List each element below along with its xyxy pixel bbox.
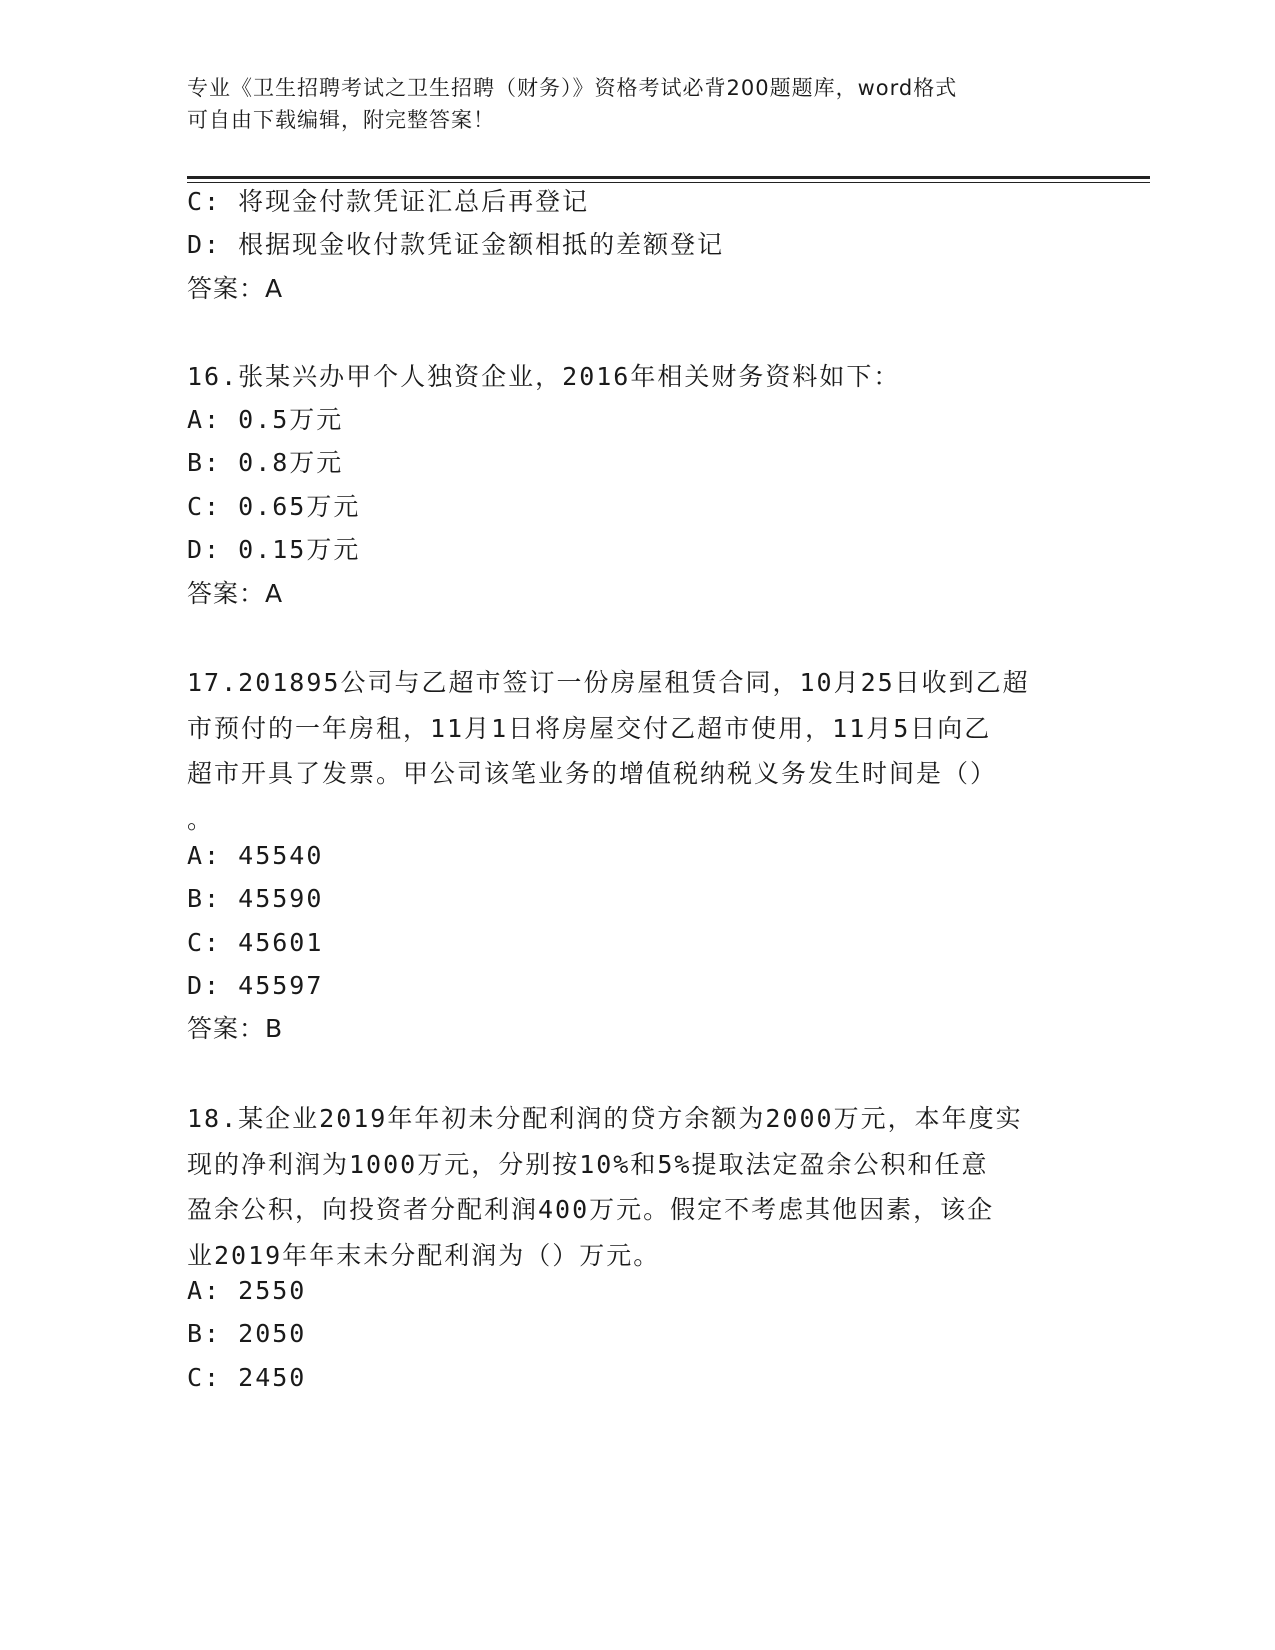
q17-stem-line-4: 。 [187,804,215,834]
q17-stem-line-3: 超市开具了发票。甲公司该笔业务的增值税纳税义务发生时间是（） [187,759,998,788]
q18-option-c: C: 2450 [187,1363,307,1392]
header-rule-thick [187,176,1150,179]
q18-stem-line-3: 盈余公积，向投资者分配利润400万元。假定不考虑其他因素，该企 [187,1195,995,1224]
q16-stem: 16.张某兴办甲个人独资企业，2016年相关财务资料如下： [187,362,901,391]
q16-option-a: A: 0.5万元 [187,405,344,434]
q15-option-c: C: 将现金付款凭证汇总后再登记 [187,187,590,216]
q17-answer: 答案：B [187,1014,284,1043]
document-header [187,72,1087,136]
q18-stem-line-1: 18.某企业2019年年初未分配利润的贷方余额为2000万元，本年度实 [187,1104,1023,1133]
header-line-1: 专业《卫生招聘考试之卫生招聘（财务）》资格考试必背200题题库，word格式 [187,76,958,100]
q18-option-b: B: 2050 [187,1319,307,1348]
q17-option-a: A: 45540 [187,841,324,870]
header-line-2: 可自由下载编辑，附完整答案！ [187,108,495,132]
q17-option-b: B: 45590 [187,884,324,913]
q15-answer: 答案：A [187,274,284,303]
q17-option-c: C: 45601 [187,928,324,957]
q17-stem [187,660,1067,842]
q17-option-d: D: 45597 [187,971,324,1000]
q16-option-d: D: 0.15万元 [187,535,361,564]
q16-answer: 答案：A [187,579,284,608]
q16-option-c: C: 0.65万元 [187,492,361,521]
q18-option-a: A: 2550 [187,1276,307,1305]
q18-stem [187,1096,1067,1278]
q18-stem-line-2: 现的净利润为1000万元，分别按10%和5%提取法定盈余公积和任意 [187,1149,989,1179]
header-rule-thin [187,182,1150,183]
q16-option-b: B: 0.8万元 [187,448,344,477]
q15-option-d: D: 根据现金收付款凭证金额相抵的差额登记 [187,230,725,259]
q18-stem-line-4: 业2019年年末未分配利润为（）万元。 [187,1240,661,1270]
q17-stem-line-2: 市预付的一年房租，11月1日将房屋交付乙超市使用，11月5日向乙 [187,713,992,743]
q17-stem-line-1: 17.201895公司与乙超市签订一份房屋租赁合同，10月25日收到乙超 [187,668,1030,697]
